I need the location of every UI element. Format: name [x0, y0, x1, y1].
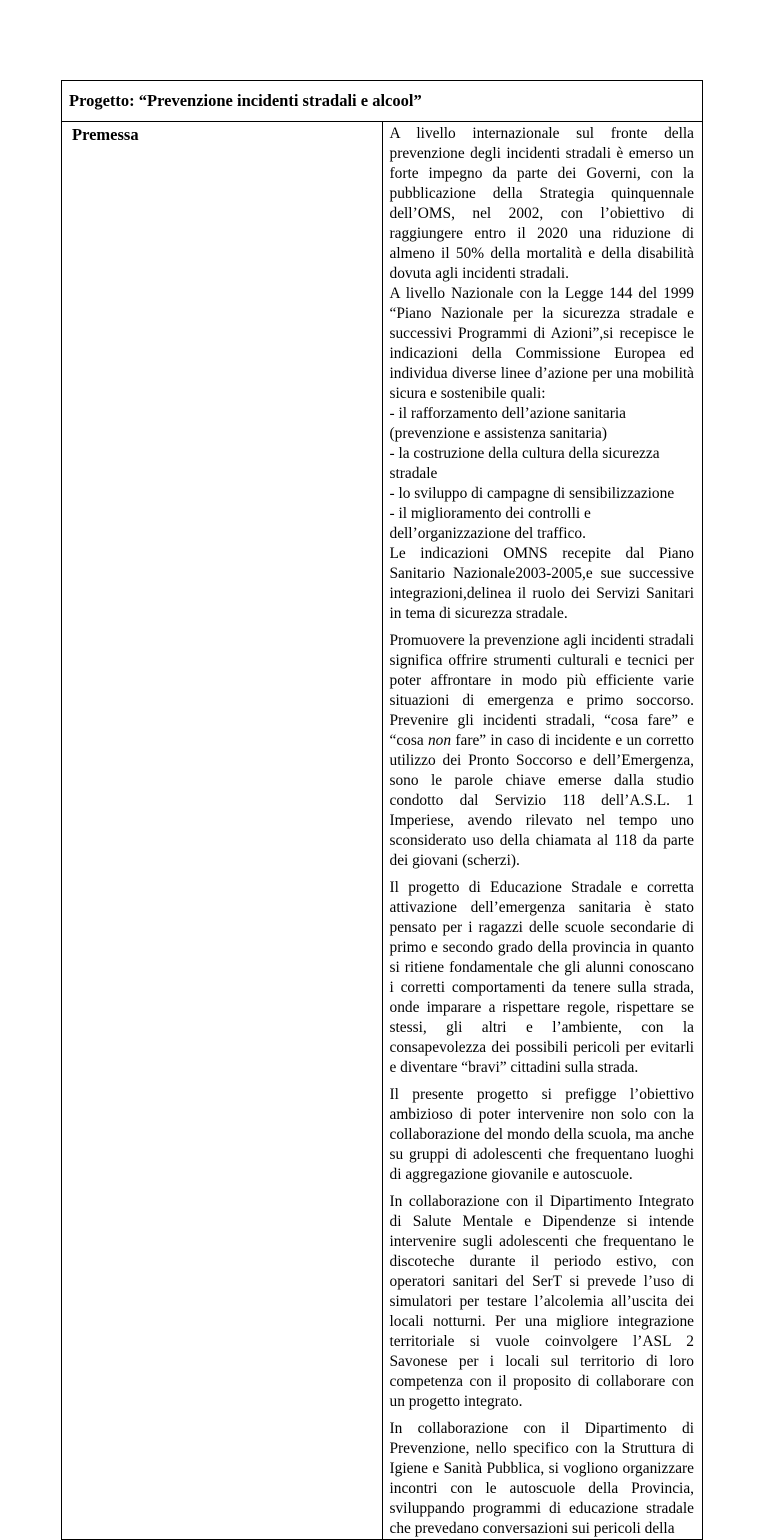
paragraph-prevention-dept: In collaborazione con il Dipartimento di Prevenzione, nello specifico con la Struttura di Igiene e Sanità Pubblica, si vogliono organizzare incontri con le autoscuole della Provincia, sviluppando programmi di educazione stradale che prevedano conversazioni sui pericoli della — [389, 1420, 694, 1537]
intro-paragraph-1: A livello internazionale sul fronte della prevenzione degli incidenti stradali è emerso un forte impegno da parte dei Governi, con la pubblicazione della Strategia quinquennale dell’OMS, nel 2002, con l’obiettivo di raggiungere entro il 2020 una riduzione di almeno il 50% della mortalità e della disabilità dovuta agli incidenti stradali. — [389, 125, 694, 282]
intro-block — [390, 124, 695, 624]
section-label: Premessa — [62, 122, 383, 1540]
paragraph-prevention-text-1: Promuovere la prevenzione agli incidenti stradali significa offrire strumenti culturali e tecnici per poter affrontare in modo più efficiente varie situazioni di emergenza e primo soccorso. Prevenire gli incidenti stradali, “cosa fare” e “cosa — [389, 632, 694, 749]
intro-paragraph-2: A livello Nazionale con la Legge 144 del 1999 “Piano Nazionale per la sicurezza stradale e successivi Programmi di Azioni”,si recepisce le indicazioni della Commissione Europea ed individua diverse linee d’azione per una mobilità sicura e sostenibile quali: — [389, 285, 694, 402]
list-item: - il rafforzamento dell’azione sanitaria (prevenzione e assistenza sanitaria) — [389, 405, 626, 442]
paragraph-prevention-italic: non — [427, 732, 452, 749]
project-table — [61, 80, 703, 1540]
paragraph-prevention-text-2: fare” in caso di incidente e un corretto utilizzo dei Pronto Soccorso e dell’Emergenza, sono le parole chiave emerse dalla studio condotto dal Servizio 118 dell’A.S.L. 1 Imperiese, avendo rilevato nel tempo uno sconsiderato uso della chiamata al 118 da parte dei giovani (scherzi). — [389, 732, 694, 869]
project-title: Progetto: “Prevenzione incidenti stradali e alcool” — [62, 81, 703, 122]
paragraph-mental-health: In collaborazione con il Dipartimento Integrato di Salute Mentale e Dipendenze si intende intervenire sugli adolescenti che frequentano le discoteche durante il periodo estivo, con operatori sanitari del SerT si prevede l’uso di simulatori per testare l’alcolemia all’uscita dei locali notturni. Per una migliore integrazione territoriale si vuole coinvolgere l’ASL 2 Savonese per i locali sul territorio di loro competenza con il proposito di collaborare con un progetto integrato. — [389, 1193, 694, 1410]
paragraph-prevention — [390, 631, 695, 871]
section-content — [382, 122, 703, 1540]
list-item: - il miglioramento dei controlli e dell’organizzazione del traffico. — [389, 505, 591, 542]
list-item: - lo sviluppo di campagne di sensibilizzazione — [389, 485, 675, 502]
intro-paragraph-3: Le indicazioni OMNS recepite dal Piano Sanitario Nazionale2003-2005,e sue successive integrazioni,delinea il ruolo dei Servizi Sanitari in tema di sicurezza stradale. — [389, 545, 694, 622]
paragraph-objective: Il presente progetto si prefigge l’obiettivo ambizioso di poter intervenire non solo con la collaborazione del mondo della scuola, ma anche su gruppi di adolescenti che frequentano luoghi di aggregazione giovanile e autoscuole. — [389, 1086, 694, 1183]
list-item: - la costruzione della cultura della sicurezza stradale — [389, 445, 660, 482]
paragraph-road-education: Il progetto di Educazione Stradale e corretta attivazione dell’emergenza sanitaria è stato pensato per i ragazzi delle scuole secondarie di primo e secondo grado della provincia in quanto si ritiene fondamentale che gli alunni conoscano i corretti comportamenti da tenere sulla strada, onde imparare a rispettare regole, rispettare se stessi, gli altri e l’ambiente, con la consapevolezza dei possibili pericoli per evitarli e diventare “bravi” cittadini sulla strada. — [389, 879, 694, 1076]
